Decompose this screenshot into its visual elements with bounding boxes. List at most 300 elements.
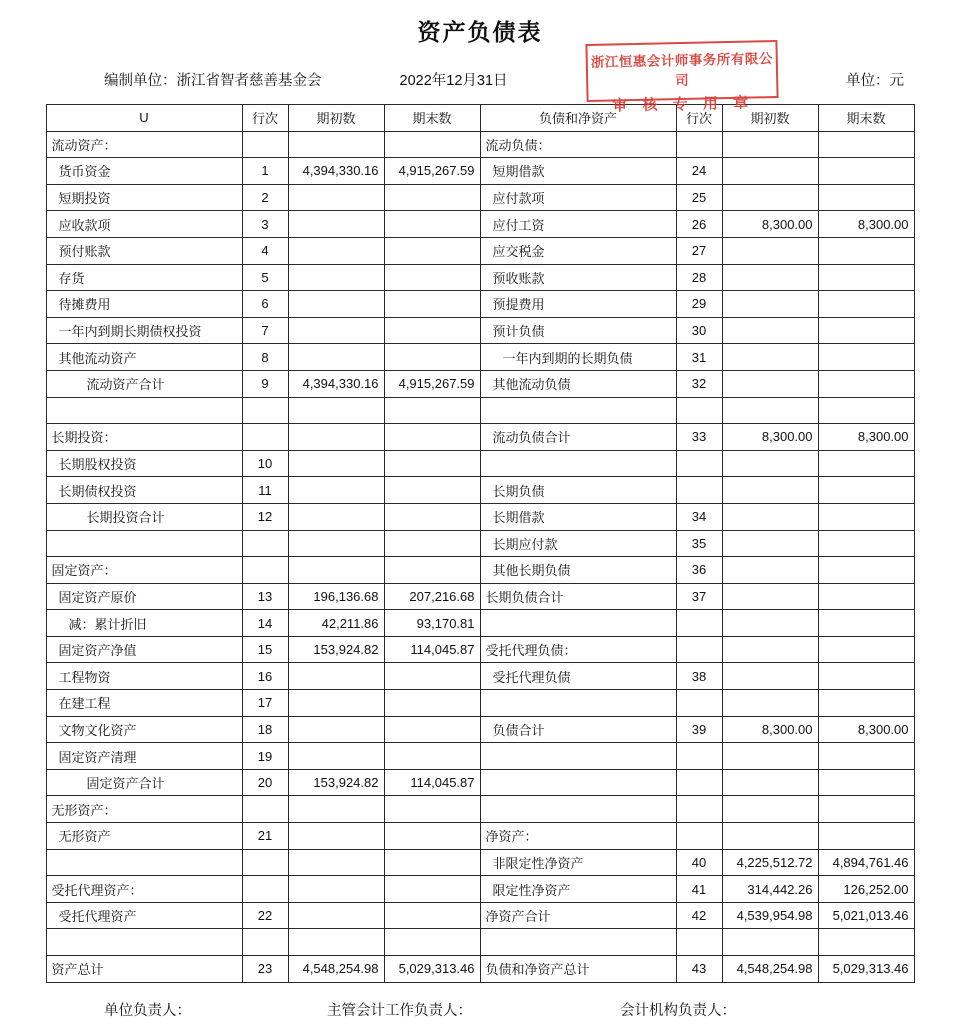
asset-end-cell bbox=[384, 530, 480, 557]
table-row bbox=[46, 823, 914, 850]
asset-end-cell bbox=[384, 211, 480, 238]
asset-begin-cell bbox=[288, 237, 384, 264]
liability-begin-cell bbox=[722, 663, 818, 690]
asset-line-no-cell: 20 bbox=[242, 769, 288, 796]
liability-end-cell: 8,300.00 bbox=[818, 424, 914, 451]
liability-end-cell bbox=[818, 503, 914, 530]
liability-line-no-cell bbox=[676, 636, 722, 663]
table-row bbox=[46, 902, 914, 929]
asset-label-cell: 固定资产净值 bbox=[46, 636, 242, 663]
liability-label-cell bbox=[480, 796, 676, 823]
asset-begin-cell bbox=[288, 131, 384, 158]
asset-end-cell bbox=[384, 823, 480, 850]
asset-begin-cell bbox=[288, 557, 384, 584]
table-row bbox=[46, 370, 914, 397]
asset-end-cell bbox=[384, 397, 480, 424]
asset-end-cell bbox=[384, 796, 480, 823]
asset-label-cell bbox=[46, 929, 242, 956]
liability-end-cell bbox=[818, 184, 914, 211]
asset-line-no-cell: 21 bbox=[242, 823, 288, 850]
liability-line-no-cell: 25 bbox=[676, 184, 722, 211]
asset-label-cell: 减：累计折旧 bbox=[46, 610, 242, 637]
liability-end-cell bbox=[818, 663, 914, 690]
asset-label-cell: 固定资产清理 bbox=[46, 743, 242, 770]
liability-begin-cell bbox=[722, 477, 818, 504]
liability-label-cell bbox=[480, 450, 676, 477]
table-row bbox=[46, 636, 914, 663]
table-row bbox=[46, 397, 914, 424]
liability-begin-cell bbox=[722, 690, 818, 717]
liability-label-cell: 流动负债合计 bbox=[480, 424, 676, 451]
table-row bbox=[46, 743, 914, 770]
liability-begin-cell bbox=[722, 397, 818, 424]
table-row bbox=[46, 211, 914, 238]
liability-line-no-cell: 33 bbox=[676, 424, 722, 451]
asset-label-cell: 受托代理资产 bbox=[46, 902, 242, 929]
table-row bbox=[46, 769, 914, 796]
signature-footer bbox=[0, 999, 960, 1020]
liability-begin-cell bbox=[722, 237, 818, 264]
asset-label-cell bbox=[46, 397, 242, 424]
asset-line-no-cell bbox=[242, 876, 288, 903]
asset-line-no-cell: 2 bbox=[242, 184, 288, 211]
liability-end-cell: 5,021,013.46 bbox=[818, 902, 914, 929]
liability-label-cell: 非限定性净资产 bbox=[480, 849, 676, 876]
asset-begin-cell bbox=[288, 663, 384, 690]
asset-line-no-cell: 14 bbox=[242, 610, 288, 637]
asset-label-cell: 工程物资 bbox=[46, 663, 242, 690]
asset-line-no-cell: 7 bbox=[242, 317, 288, 344]
liability-begin-cell bbox=[722, 796, 818, 823]
asset-begin-cell bbox=[288, 450, 384, 477]
asset-begin-cell bbox=[288, 344, 384, 371]
table-row bbox=[46, 583, 914, 610]
liability-begin-cell: 4,539,954.98 bbox=[722, 902, 818, 929]
table-row bbox=[46, 876, 914, 903]
liability-begin-cell bbox=[722, 158, 818, 185]
asset-end-cell: 93,170.81 bbox=[384, 610, 480, 637]
liability-line-no-cell: 30 bbox=[676, 317, 722, 344]
asset-label-cell: 长期债权投资 bbox=[46, 477, 242, 504]
asset-label-cell: 长期股权投资 bbox=[46, 450, 242, 477]
liability-end-cell bbox=[818, 610, 914, 637]
asset-begin-cell bbox=[288, 929, 384, 956]
liability-begin-cell: 4,225,512.72 bbox=[722, 849, 818, 876]
liability-end-cell bbox=[818, 370, 914, 397]
asset-begin-cell bbox=[288, 184, 384, 211]
table-row bbox=[46, 237, 914, 264]
liability-begin-cell bbox=[722, 264, 818, 291]
asset-label-cell: 短期投资 bbox=[46, 184, 242, 211]
liability-end-cell bbox=[818, 397, 914, 424]
liability-label-cell bbox=[480, 769, 676, 796]
asset-label-cell: 流动资产： bbox=[46, 131, 242, 158]
asset-begin-cell bbox=[288, 477, 384, 504]
liability-end-cell bbox=[818, 769, 914, 796]
footer-unit-head: 单位负责人： bbox=[104, 1002, 191, 1019]
asset-end-cell: 4,915,267.59 bbox=[384, 370, 480, 397]
liability-label-cell: 流动负债： bbox=[480, 131, 676, 158]
header-begin-liab: 期初数 bbox=[722, 105, 818, 132]
table-row bbox=[46, 424, 914, 451]
asset-end-cell bbox=[384, 264, 480, 291]
asset-begin-cell bbox=[288, 291, 384, 318]
asset-line-no-cell bbox=[242, 131, 288, 158]
table-body bbox=[46, 105, 914, 983]
asset-begin-cell: 153,924.82 bbox=[288, 636, 384, 663]
currency-unit: 单位：元 bbox=[846, 73, 904, 89]
liability-line-no-cell: 24 bbox=[676, 158, 722, 185]
asset-line-no-cell bbox=[242, 397, 288, 424]
header-end-liab: 期末数 bbox=[818, 105, 914, 132]
liability-end-cell bbox=[818, 344, 914, 371]
table-row bbox=[46, 557, 914, 584]
asset-label-cell: 应收款项 bbox=[46, 211, 242, 238]
liability-begin-cell bbox=[722, 291, 818, 318]
asset-begin-cell: 4,394,330.16 bbox=[288, 158, 384, 185]
liability-label-cell: 长期借款 bbox=[480, 503, 676, 530]
liability-begin-cell: 8,300.00 bbox=[722, 716, 818, 743]
table-row bbox=[46, 956, 914, 983]
liability-begin-cell bbox=[722, 769, 818, 796]
asset-line-no-cell: 19 bbox=[242, 743, 288, 770]
asset-line-no-cell: 4 bbox=[242, 237, 288, 264]
asset-end-cell bbox=[384, 876, 480, 903]
liability-label-cell bbox=[480, 929, 676, 956]
liability-begin-cell bbox=[722, 743, 818, 770]
liability-label-cell: 受托代理负债 bbox=[480, 663, 676, 690]
liability-line-no-cell: 32 bbox=[676, 370, 722, 397]
table-row bbox=[46, 610, 914, 637]
asset-end-cell bbox=[384, 131, 480, 158]
asset-end-cell bbox=[384, 902, 480, 929]
document-meta bbox=[0, 69, 960, 90]
asset-line-no-cell: 17 bbox=[242, 690, 288, 717]
liability-line-no-cell: 37 bbox=[676, 583, 722, 610]
liability-end-cell bbox=[818, 557, 914, 584]
liability-end-cell: 4,894,761.46 bbox=[818, 849, 914, 876]
asset-label-cell: 文物文化资产 bbox=[46, 716, 242, 743]
asset-label-cell: 流动资产合计 bbox=[46, 370, 242, 397]
asset-label-cell: 受托代理资产： bbox=[46, 876, 242, 903]
asset-label-cell: 货币资金 bbox=[46, 158, 242, 185]
asset-end-cell bbox=[384, 503, 480, 530]
liability-end-cell bbox=[818, 583, 914, 610]
asset-begin-cell bbox=[288, 823, 384, 850]
liability-label-cell: 预收账款 bbox=[480, 264, 676, 291]
liability-label-cell: 净资产合计 bbox=[480, 902, 676, 929]
header-assets: U bbox=[46, 105, 242, 132]
liability-begin-cell bbox=[722, 184, 818, 211]
asset-begin-cell: 153,924.82 bbox=[288, 769, 384, 796]
liability-label-cell: 负债和净资产总计 bbox=[480, 956, 676, 983]
asset-begin-cell bbox=[288, 424, 384, 451]
balance-sheet-table bbox=[46, 104, 915, 983]
table-row bbox=[46, 503, 914, 530]
table-row bbox=[46, 716, 914, 743]
asset-end-cell: 207,216.68 bbox=[384, 583, 480, 610]
liability-label-cell: 短期借款 bbox=[480, 158, 676, 185]
asset-line-no-cell bbox=[242, 929, 288, 956]
table-row bbox=[46, 929, 914, 956]
liability-line-no-cell: 35 bbox=[676, 530, 722, 557]
asset-label-cell: 一年内到期长期债权投资 bbox=[46, 317, 242, 344]
liability-begin-cell bbox=[722, 344, 818, 371]
liability-end-cell bbox=[818, 796, 914, 823]
liability-label-cell bbox=[480, 397, 676, 424]
liability-line-no-cell: 28 bbox=[676, 264, 722, 291]
asset-end-cell bbox=[384, 317, 480, 344]
asset-end-cell bbox=[384, 237, 480, 264]
asset-begin-cell bbox=[288, 264, 384, 291]
liability-line-no-cell bbox=[676, 450, 722, 477]
table-row bbox=[46, 184, 914, 211]
liability-end-cell bbox=[818, 477, 914, 504]
table-row bbox=[46, 477, 914, 504]
liability-begin-cell bbox=[722, 610, 818, 637]
asset-end-cell bbox=[384, 743, 480, 770]
header-line-no-liab: 行次 bbox=[676, 105, 722, 132]
liability-begin-cell: 4,548,254.98 bbox=[722, 956, 818, 983]
liability-begin-cell bbox=[722, 503, 818, 530]
asset-label-cell bbox=[46, 849, 242, 876]
table-row bbox=[46, 291, 914, 318]
liability-end-cell bbox=[818, 823, 914, 850]
liability-label-cell: 应付款项 bbox=[480, 184, 676, 211]
compiler-label: 编制单位： bbox=[104, 73, 177, 89]
liability-end-cell bbox=[818, 237, 914, 264]
compiler-value: 浙江省智者慈善基金会 bbox=[176, 73, 322, 89]
asset-line-no-cell: 6 bbox=[242, 291, 288, 318]
asset-line-no-cell: 5 bbox=[242, 264, 288, 291]
liability-end-cell bbox=[818, 158, 914, 185]
liability-label-cell bbox=[480, 610, 676, 637]
liability-line-no-cell bbox=[676, 929, 722, 956]
asset-line-no-cell: 11 bbox=[242, 477, 288, 504]
asset-end-cell bbox=[384, 344, 480, 371]
liability-begin-cell: 8,300.00 bbox=[722, 424, 818, 451]
liability-label-cell: 长期负债合计 bbox=[480, 583, 676, 610]
asset-end-cell bbox=[384, 690, 480, 717]
liability-begin-cell bbox=[722, 370, 818, 397]
liability-line-no-cell: 38 bbox=[676, 663, 722, 690]
liability-line-no-cell bbox=[676, 397, 722, 424]
liability-line-no-cell: 42 bbox=[676, 902, 722, 929]
liability-begin-cell bbox=[722, 636, 818, 663]
table-row bbox=[46, 796, 914, 823]
asset-begin-cell bbox=[288, 716, 384, 743]
liability-end-cell bbox=[818, 291, 914, 318]
asset-label-cell: 预付账款 bbox=[46, 237, 242, 264]
liability-label-cell bbox=[480, 690, 676, 717]
stamp-line-1: 浙江恒惠会计师事务所有限公司 bbox=[590, 51, 773, 90]
table-header-row bbox=[46, 105, 914, 132]
asset-line-no-cell: 13 bbox=[242, 583, 288, 610]
liability-begin-cell: 314,442.26 bbox=[722, 876, 818, 903]
asset-begin-cell bbox=[288, 743, 384, 770]
asset-label-cell: 长期投资： bbox=[46, 424, 242, 451]
table-row bbox=[46, 317, 914, 344]
liability-end-cell bbox=[818, 530, 914, 557]
liability-end-cell: 8,300.00 bbox=[818, 211, 914, 238]
liability-label-cell: 其他流动负债 bbox=[480, 370, 676, 397]
asset-begin-cell bbox=[288, 849, 384, 876]
page-title: 资产负债表 bbox=[417, 20, 543, 46]
table-row bbox=[46, 663, 914, 690]
liability-line-no-cell: 43 bbox=[676, 956, 722, 983]
asset-line-no-cell bbox=[242, 424, 288, 451]
liability-label-cell: 应付工资 bbox=[480, 211, 676, 238]
asset-end-cell bbox=[384, 663, 480, 690]
liability-line-no-cell: 34 bbox=[676, 503, 722, 530]
asset-begin-cell bbox=[288, 530, 384, 557]
liability-line-no-cell bbox=[676, 477, 722, 504]
asset-label-cell: 在建工程 bbox=[46, 690, 242, 717]
liability-end-cell: 5,029,313.46 bbox=[818, 956, 914, 983]
liability-line-no-cell bbox=[676, 769, 722, 796]
asset-line-no-cell: 16 bbox=[242, 663, 288, 690]
asset-line-no-cell: 15 bbox=[242, 636, 288, 663]
table-row bbox=[46, 158, 914, 185]
asset-line-no-cell bbox=[242, 796, 288, 823]
liability-label-cell: 长期应付款 bbox=[480, 530, 676, 557]
asset-line-no-cell: 9 bbox=[242, 370, 288, 397]
asset-label-cell: 无形资产 bbox=[46, 823, 242, 850]
liability-label-cell: 负债合计 bbox=[480, 716, 676, 743]
liability-line-no-cell: 36 bbox=[676, 557, 722, 584]
asset-begin-cell bbox=[288, 397, 384, 424]
footer-accounting-dept-head: 会计机构负责人： bbox=[620, 1002, 736, 1019]
asset-end-cell bbox=[384, 291, 480, 318]
liability-end-cell bbox=[818, 264, 914, 291]
liability-line-no-cell: 29 bbox=[676, 291, 722, 318]
liability-end-cell bbox=[818, 317, 914, 344]
liability-line-no-cell bbox=[676, 823, 722, 850]
asset-label-cell: 固定资产原价 bbox=[46, 583, 242, 610]
liability-line-no-cell: 39 bbox=[676, 716, 722, 743]
asset-begin-cell bbox=[288, 690, 384, 717]
table-row bbox=[46, 849, 914, 876]
header-liabilities: 负债和净资产 bbox=[480, 105, 676, 132]
table-row bbox=[46, 450, 914, 477]
liability-end-cell bbox=[818, 636, 914, 663]
asset-begin-cell: 4,548,254.98 bbox=[288, 956, 384, 983]
asset-begin-cell bbox=[288, 317, 384, 344]
liability-label-cell: 一年内到期的长期负债 bbox=[480, 344, 676, 371]
liability-begin-cell bbox=[722, 823, 818, 850]
asset-label-cell: 固定资产合计 bbox=[46, 769, 242, 796]
table-row bbox=[46, 530, 914, 557]
header-begin-assets: 期初数 bbox=[288, 105, 384, 132]
asset-label-cell: 存货 bbox=[46, 264, 242, 291]
liability-line-no-cell bbox=[676, 131, 722, 158]
asset-label-cell: 固定资产： bbox=[46, 557, 242, 584]
asset-begin-cell bbox=[288, 503, 384, 530]
header-end-assets: 期末数 bbox=[384, 105, 480, 132]
asset-end-cell: 4,915,267.59 bbox=[384, 158, 480, 185]
liability-begin-cell bbox=[722, 557, 818, 584]
asset-begin-cell: 4,394,330.16 bbox=[288, 370, 384, 397]
liability-label-cell: 应交税金 bbox=[480, 237, 676, 264]
asset-begin-cell: 196,136.68 bbox=[288, 583, 384, 610]
liability-end-cell: 126,252.00 bbox=[818, 876, 914, 903]
liability-end-cell bbox=[818, 743, 914, 770]
stamp-line-2: 审 核 专 用 章 bbox=[612, 93, 754, 115]
liability-line-no-cell bbox=[676, 610, 722, 637]
asset-label-cell bbox=[46, 530, 242, 557]
liability-begin-cell bbox=[722, 450, 818, 477]
asset-end-cell bbox=[384, 184, 480, 211]
liability-label-cell: 长期负债 bbox=[480, 477, 676, 504]
asset-end-cell bbox=[384, 929, 480, 956]
asset-line-no-cell bbox=[242, 849, 288, 876]
table-row bbox=[46, 264, 914, 291]
header-line-no-assets: 行次 bbox=[242, 105, 288, 132]
liability-line-no-cell bbox=[676, 796, 722, 823]
asset-label-cell: 长期投资合计 bbox=[46, 503, 242, 530]
asset-end-cell bbox=[384, 557, 480, 584]
table-row bbox=[46, 131, 914, 158]
liability-label-cell: 净资产： bbox=[480, 823, 676, 850]
liability-begin-cell bbox=[722, 317, 818, 344]
liability-begin-cell bbox=[722, 530, 818, 557]
asset-begin-cell bbox=[288, 796, 384, 823]
liability-line-no-cell bbox=[676, 743, 722, 770]
asset-end-cell: 5,029,313.46 bbox=[384, 956, 480, 983]
liability-begin-cell bbox=[722, 131, 818, 158]
liability-label-cell: 其他长期负债 bbox=[480, 557, 676, 584]
asset-line-no-cell: 23 bbox=[242, 956, 288, 983]
report-date: 2022年12月31日 bbox=[399, 73, 508, 89]
liability-line-no-cell: 40 bbox=[676, 849, 722, 876]
liability-line-no-cell: 41 bbox=[676, 876, 722, 903]
liability-line-no-cell bbox=[676, 690, 722, 717]
asset-begin-cell bbox=[288, 902, 384, 929]
liability-end-cell: 8,300.00 bbox=[818, 716, 914, 743]
liability-label-cell: 受托代理负债： bbox=[480, 636, 676, 663]
asset-end-cell bbox=[384, 424, 480, 451]
liability-begin-cell bbox=[722, 583, 818, 610]
asset-end-cell: 114,045.87 bbox=[384, 636, 480, 663]
asset-line-no-cell: 8 bbox=[242, 344, 288, 371]
table-row bbox=[46, 344, 914, 371]
footer-chief-accountant: 主管会计工作负责人： bbox=[327, 1002, 472, 1019]
asset-line-no-cell: 12 bbox=[242, 503, 288, 530]
asset-label-cell: 无形资产： bbox=[46, 796, 242, 823]
asset-begin-cell: 42,211.86 bbox=[288, 610, 384, 637]
liability-end-cell bbox=[818, 690, 914, 717]
asset-end-cell bbox=[384, 849, 480, 876]
asset-end-cell bbox=[384, 450, 480, 477]
liability-end-cell bbox=[818, 131, 914, 158]
asset-end-cell bbox=[384, 477, 480, 504]
asset-line-no-cell: 3 bbox=[242, 211, 288, 238]
liability-line-no-cell: 26 bbox=[676, 211, 722, 238]
liability-label-cell: 预提费用 bbox=[480, 291, 676, 318]
liability-label-cell: 预计负债 bbox=[480, 317, 676, 344]
asset-begin-cell bbox=[288, 876, 384, 903]
asset-begin-cell bbox=[288, 211, 384, 238]
asset-end-cell: 114,045.87 bbox=[384, 769, 480, 796]
liability-line-no-cell: 31 bbox=[676, 344, 722, 371]
asset-label-cell: 待摊费用 bbox=[46, 291, 242, 318]
liability-end-cell bbox=[818, 929, 914, 956]
asset-end-cell bbox=[384, 716, 480, 743]
asset-line-no-cell: 18 bbox=[242, 716, 288, 743]
liability-begin-cell: 8,300.00 bbox=[722, 211, 818, 238]
liability-label-cell: 限定性净资产 bbox=[480, 876, 676, 903]
asset-line-no-cell: 1 bbox=[242, 158, 288, 185]
